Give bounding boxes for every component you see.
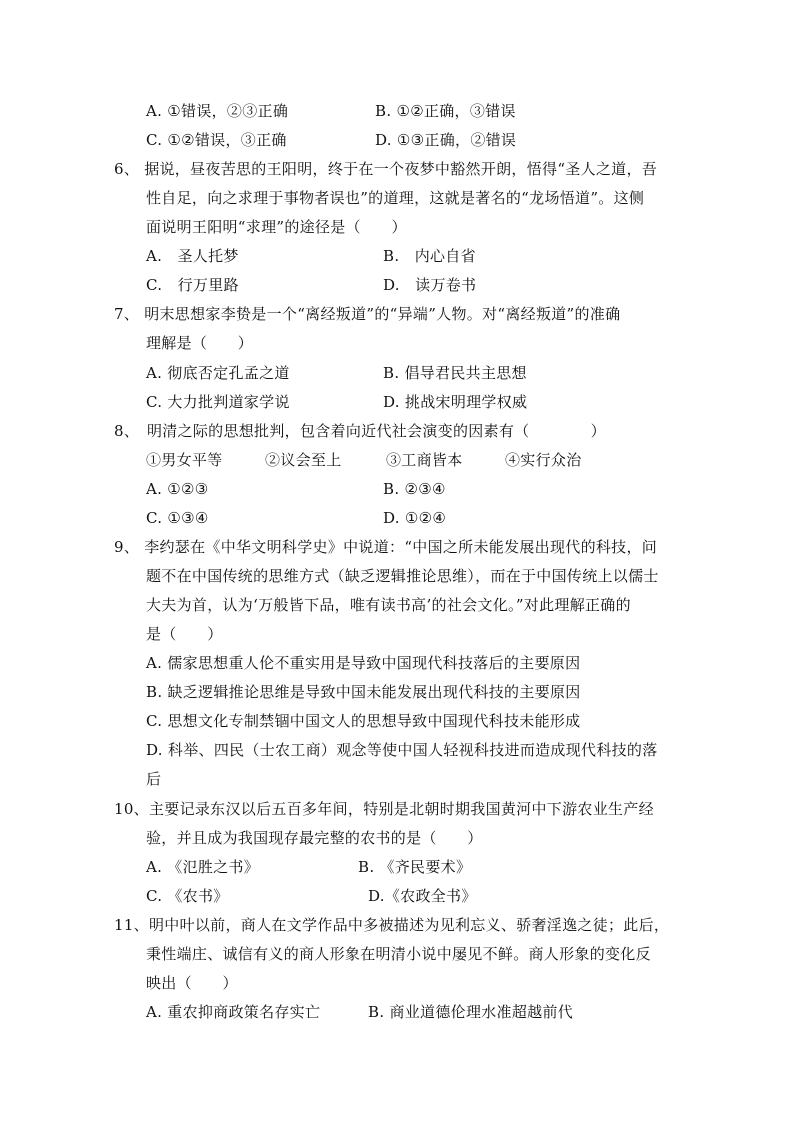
q9-option-a: A. 儒家思想重人伦不重实用是导致中国现代科技落后的主要原因: [146, 654, 581, 672]
q9-stem-line4: 是（ ）: [146, 625, 223, 643]
q7-stem-line1: 7、 明末思想家李贽是一个“离经叛道”的“异端”人物。对“离经叛道”的准确: [114, 305, 621, 323]
q7-option-d: D. 挑战宋明理学权威: [383, 393, 528, 411]
q11-option-a: A. 重农抑商政策名存实亡: [146, 1003, 321, 1021]
q8-option-a: A. ①②③: [146, 480, 209, 498]
q6-stem-line1: 6、 据说，昼夜苦思的王阳明，终于在一个夜梦中豁然开朗，悟得“圣人之道，吾: [114, 160, 658, 178]
q6-option-a: A. 圣人托梦: [146, 247, 239, 265]
q8-option-c: C. ①③④: [146, 509, 209, 527]
q7-stem-line2: 理解是（ ）: [146, 334, 254, 352]
q6-option-b: B. 内心自省: [383, 247, 476, 265]
q6-stem-line2: 性自足，向之求理于事物者误也”的道理，这就是著名的“龙场悟道”。这侧: [146, 189, 645, 207]
q7-option-b: B. 倡导君民共主思想: [383, 364, 527, 382]
q10-option-a: A. 《氾胜之书》: [146, 858, 260, 876]
q11-option-b: B. 商业道德伦理水准超越前代: [368, 1003, 574, 1021]
q8-item-3: ③工商皆本: [386, 451, 463, 469]
q9-stem-line3: 大夫为首，认为‘万般皆下品，唯有读书高’的社会文化。”对此理解正确的: [146, 596, 631, 614]
q7-option-c: C. 大力批判道家学说: [146, 393, 290, 411]
q10-option-c: C. 《农书》: [146, 887, 229, 905]
q9-stem-line1: 9、 李约瑟在《中华文明科学史》中说道：“中国之所未能发展出现代的科技，问: [114, 538, 658, 556]
q8-item-2: ②议会至上: [265, 451, 342, 469]
q8-stem-line1: 8、 明清之际的思想批判，包含着向近代社会演变的因素有（ ）: [114, 422, 606, 440]
q9-option-c: C. 思想文化专制禁锢中国文人的思想导致中国现代科技未能形成: [146, 712, 581, 730]
q6-option-c: C. 行万里路: [146, 276, 239, 294]
q6-option-d: D. 读万卷书: [383, 276, 477, 294]
q10-option-b: B. 《齐民要术》: [358, 858, 472, 876]
q11-stem-line3: 映出（ ）: [146, 974, 238, 992]
q10-stem-line1: 10、主要记录东汉以后五百多年间，特别是北朝时期我国黄河中下游农业生产经: [114, 800, 654, 818]
q8-option-d: D. ①②④: [383, 509, 447, 527]
q5-option-d: D. ①③正确，②错误: [375, 131, 517, 149]
q9-option-d-line1: D. 科举、四民（士农工商）观念等使中国人轻视科技进而造成现代科技的落: [146, 741, 658, 759]
q5-option-b: B. ①②正确，③错误: [375, 102, 516, 120]
q7-option-a: A. 彻底否定孔孟之道: [146, 364, 290, 382]
q11-stem-line1: 11、明中叶以前，商人在文学作品中多被描述为见利忘义、骄奢淫逸之徒；此后，: [114, 916, 670, 934]
q9-option-b: B. 缺乏逻辑推论思维是导致中国未能发展出现代科技的主要原因: [146, 683, 581, 701]
q10-stem-line2: 验，并且成为我国现存最完整的农书的是（ ）: [146, 829, 483, 847]
q9-option-d-line2: 后: [146, 770, 162, 788]
q6-stem-line3: 面说明王阳明“求理”的途径是（ ）: [146, 218, 407, 236]
q5-option-c: C. ①②错误，③正确: [146, 131, 287, 149]
q5-option-a: A. ①错误，②③正确: [146, 102, 289, 120]
q8-item-1: ①男女平等: [146, 451, 223, 469]
q10-option-d: D.《农政全书》: [368, 887, 477, 905]
q11-stem-line2: 秉性端庄、诚信有义的商人形象在明清小说中屡见不鲜。商人形象的变化反: [146, 945, 651, 963]
q9-stem-line2: 题不在中国传统的思维方式（缺乏逻辑推论思维），而在于中国传统上以儒士: [146, 567, 659, 585]
q8-option-b: B. ②③④: [383, 480, 446, 498]
q8-item-4: ④实行众治: [505, 451, 582, 469]
